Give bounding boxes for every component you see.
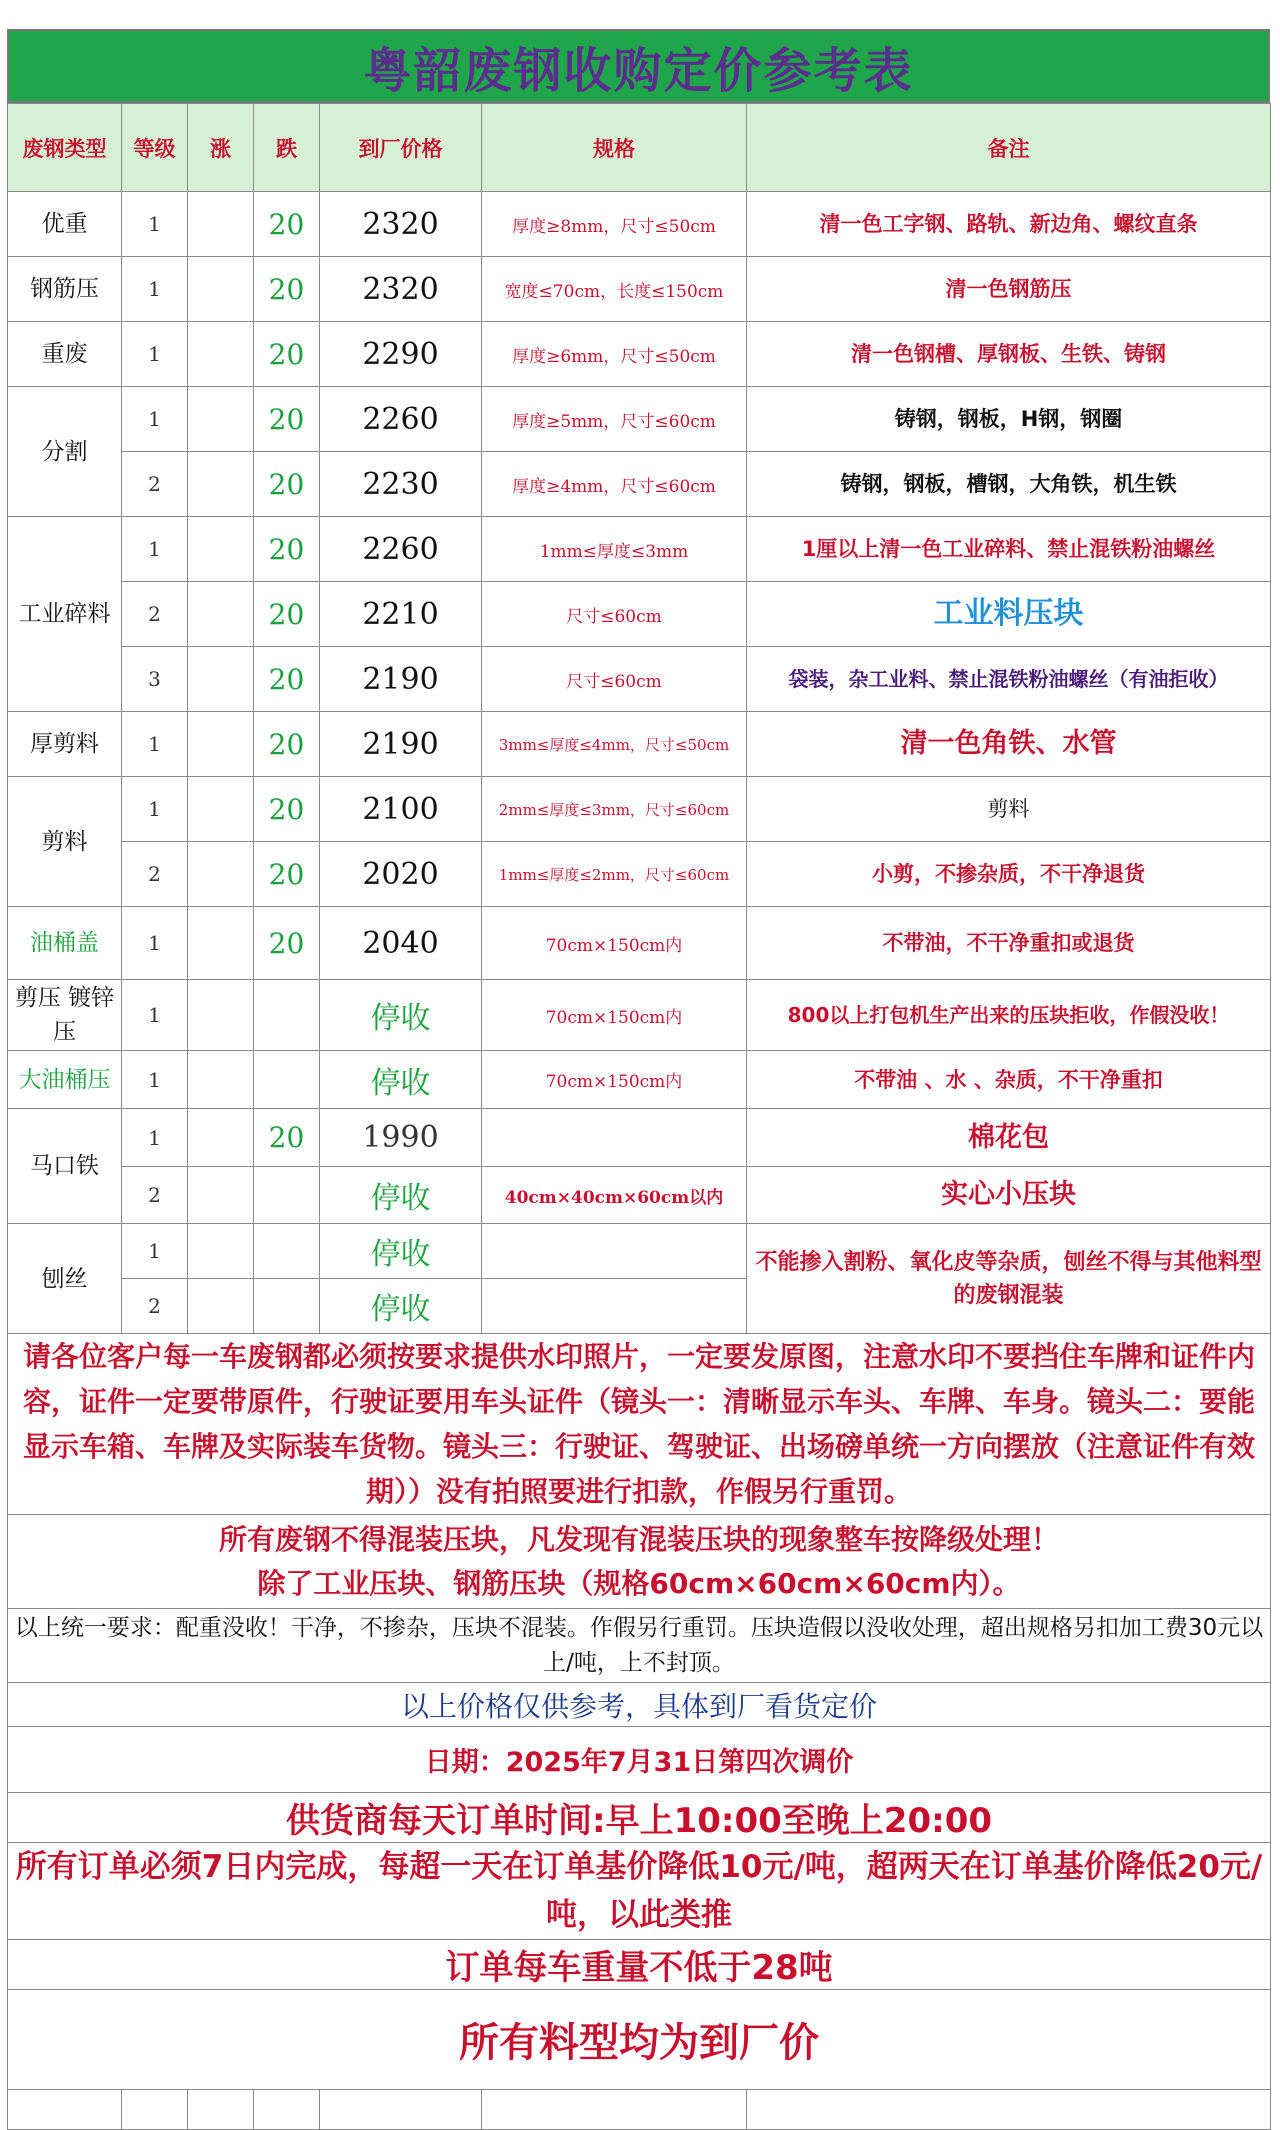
cell-rise bbox=[188, 387, 254, 452]
cell-rise bbox=[188, 842, 254, 907]
header-spec: 规格 bbox=[482, 104, 747, 192]
cell-grade: 1 bbox=[122, 1224, 188, 1279]
cell-drop: 20 bbox=[254, 192, 320, 257]
cell-note: 清一色角铁、水管 bbox=[747, 712, 1271, 777]
table-row bbox=[8, 712, 1271, 777]
cell-drop: 20 bbox=[254, 712, 320, 777]
cell-drop: 20 bbox=[254, 517, 320, 582]
cell-note: 袋装，杂工业料、禁止混铁粉油螺丝（有油拒收） bbox=[747, 647, 1271, 712]
cell-price: 停收 bbox=[320, 1279, 482, 1334]
cell-spec: 70cm×150cm内 bbox=[482, 980, 747, 1051]
cell-spec: 宽度≤70cm，长度≤150cm bbox=[482, 257, 747, 322]
blank-cell bbox=[254, 2090, 320, 2130]
table-row bbox=[8, 1224, 1271, 1279]
notice-row bbox=[8, 1334, 1271, 1515]
table-row bbox=[8, 582, 1271, 647]
table-row bbox=[8, 257, 1271, 322]
price-sheet bbox=[7, 29, 1270, 2130]
cell-spec: 40cm×40cm×60cm以内 bbox=[482, 1167, 747, 1224]
cell-grade: 2 bbox=[122, 1279, 188, 1334]
cell-note: 铸钢，钢板，H钢，钢圈 bbox=[747, 387, 1271, 452]
blank-row bbox=[8, 2090, 1271, 2130]
table-row bbox=[8, 1167, 1271, 1224]
cell-price: 2260 bbox=[320, 387, 482, 452]
cell-grade: 1 bbox=[122, 517, 188, 582]
cell-spec: 厚度≥5mm，尺寸≤60cm bbox=[482, 387, 747, 452]
header-price: 到厂价格 bbox=[320, 104, 482, 192]
cell-price: 2320 bbox=[320, 257, 482, 322]
cell-grade: 1 bbox=[122, 387, 188, 452]
header-grade: 等级 bbox=[122, 104, 188, 192]
cell-grade: 1 bbox=[122, 777, 188, 842]
cell-grade: 1 bbox=[122, 192, 188, 257]
cell-grade: 1 bbox=[122, 1051, 188, 1109]
cell-grade: 2 bbox=[122, 452, 188, 517]
cell-note: 剪料 bbox=[747, 777, 1271, 842]
table-row bbox=[8, 452, 1271, 517]
notice-row bbox=[8, 1609, 1271, 1683]
cell-rise bbox=[188, 1051, 254, 1109]
notice-row bbox=[8, 1793, 1271, 1843]
cell-type: 工业碎料 bbox=[8, 517, 122, 712]
notice-date: 日期：2025年7月31日第四次调价 bbox=[8, 1727, 1271, 1793]
notice-row bbox=[8, 1727, 1271, 1793]
notice-delivered-price: 所有料型均为到厂价 bbox=[8, 1990, 1271, 2090]
cell-drop: 20 bbox=[254, 1109, 320, 1167]
cell-grade: 1 bbox=[122, 907, 188, 980]
page-title: 粤韶废钢收购定价参考表 bbox=[7, 29, 1270, 103]
blank-cell bbox=[320, 2090, 482, 2130]
cell-price: 2020 bbox=[320, 842, 482, 907]
table-row bbox=[8, 647, 1271, 712]
notice-row bbox=[8, 1990, 1271, 2090]
header-note: 备注 bbox=[747, 104, 1271, 192]
notice-row bbox=[8, 1515, 1271, 1609]
cell-spec: 70cm×150cm内 bbox=[482, 1051, 747, 1109]
cell-price: 2040 bbox=[320, 907, 482, 980]
cell-rise bbox=[188, 1167, 254, 1224]
cell-type: 厚剪料 bbox=[8, 712, 122, 777]
notice-order-deadline: 所有订单必须7日内完成，每超一天在订单基价降低10元/吨，超两天在订单基价降低20元/吨，以此类推 bbox=[8, 1843, 1271, 1940]
cell-rise bbox=[188, 1279, 254, 1334]
header-row bbox=[8, 104, 1271, 192]
cell-grade: 3 bbox=[122, 647, 188, 712]
cell-rise bbox=[188, 1109, 254, 1167]
cell-grade: 2 bbox=[122, 582, 188, 647]
cell-type: 钢筋压 bbox=[8, 257, 122, 322]
table-row bbox=[8, 1051, 1271, 1109]
cell-drop: 20 bbox=[254, 257, 320, 322]
cell-note: 小剪，不掺杂质，不干净退货 bbox=[747, 842, 1271, 907]
cell-grade: 2 bbox=[122, 842, 188, 907]
cell-drop bbox=[254, 1051, 320, 1109]
notice-uniform-requirement: 以上统一要求：配重没收！干净，不掺杂，压块不混装。作假另行重罚。压块造假以没收处理，超出规格另扣加工费30元以上/吨，上不封顶。 bbox=[8, 1609, 1271, 1683]
cell-spec: 厚度≥6mm，尺寸≤50cm bbox=[482, 322, 747, 387]
cell-price: 2190 bbox=[320, 647, 482, 712]
cell-note: 实心小压块 bbox=[747, 1167, 1271, 1224]
cell-price: 1990 bbox=[320, 1109, 482, 1167]
cell-drop: 20 bbox=[254, 322, 320, 387]
cell-price: 2230 bbox=[320, 452, 482, 517]
cell-rise bbox=[188, 1224, 254, 1279]
cell-note: 棉花包 bbox=[747, 1109, 1271, 1167]
cell-spec: 厚度≥8mm，尺寸≤50cm bbox=[482, 192, 747, 257]
cell-spec: 70cm×150cm内 bbox=[482, 907, 747, 980]
cell-rise bbox=[188, 980, 254, 1051]
cell-note: 不带油 、水 、杂质，不干净重扣 bbox=[747, 1051, 1271, 1109]
cell-price: 停收 bbox=[320, 980, 482, 1051]
cell-rise bbox=[188, 192, 254, 257]
cell-drop bbox=[254, 1279, 320, 1334]
cell-price: 停收 bbox=[320, 1224, 482, 1279]
cell-price: 2100 bbox=[320, 777, 482, 842]
cell-type: 分割 bbox=[8, 387, 122, 517]
cell-price: 2190 bbox=[320, 712, 482, 777]
cell-rise bbox=[188, 517, 254, 582]
notice-mixed-blocks bbox=[8, 1515, 1271, 1609]
cell-drop: 20 bbox=[254, 842, 320, 907]
notice-mixed-line-1: 所有废钢不得混装压块，凡发现有混装压块的现象整车按降级处理！ bbox=[218, 1522, 1059, 1556]
cell-note: 800以上打包机生产出来的压块拒收，作假没收！ bbox=[747, 980, 1271, 1051]
cell-drop bbox=[254, 1167, 320, 1224]
notice-photo-requirement: 请各位客户每一车废钢都必须按要求提供水印照片，一定要发原图，注意水印不要挡住车牌和证件内容，证件一定要带原件，行驶证要用车头证件（镜头一：清晰显示车头、车牌、车身。镜头二：要能显示车箱、车牌及实际装车货物。镜头三：行驶证、驾驶证、出场磅单统一方向摆放（注意证件有效期））没有拍照要进行扣款，作假另行重罚。 bbox=[8, 1334, 1271, 1515]
notice-order-time: 供货商每天订单时间:早上10:00至晚上20:00 bbox=[8, 1793, 1271, 1843]
cell-grade: 1 bbox=[122, 1109, 188, 1167]
table-row bbox=[8, 980, 1271, 1051]
cell-drop: 20 bbox=[254, 582, 320, 647]
cell-drop: 20 bbox=[254, 907, 320, 980]
cell-note: 1厘以上清一色工业碎料、禁止混铁粉油螺丝 bbox=[747, 517, 1271, 582]
cell-spec bbox=[482, 1224, 747, 1279]
cell-grade: 1 bbox=[122, 980, 188, 1051]
header-drop: 跌 bbox=[254, 104, 320, 192]
cell-grade: 2 bbox=[122, 1167, 188, 1224]
cell-note: 清一色工字钢、路轨、新边角、螺纹直条 bbox=[747, 192, 1271, 257]
cell-rise bbox=[188, 907, 254, 980]
cell-spec: 尺寸≤60cm bbox=[482, 582, 747, 647]
header-rise: 涨 bbox=[188, 104, 254, 192]
cell-type: 剪料 bbox=[8, 777, 122, 907]
table-row bbox=[8, 387, 1271, 452]
cell-rise bbox=[188, 582, 254, 647]
cell-grade: 1 bbox=[122, 322, 188, 387]
blank-cell bbox=[482, 2090, 747, 2130]
cell-type: 刨丝 bbox=[8, 1224, 122, 1334]
cell-rise bbox=[188, 647, 254, 712]
cell-drop: 20 bbox=[254, 387, 320, 452]
cell-rise bbox=[188, 257, 254, 322]
notice-reference: 以上价格仅供参考，具体到厂看货定价 bbox=[8, 1683, 1271, 1727]
cell-grade: 1 bbox=[122, 257, 188, 322]
cell-note: 清一色钢槽、厚钢板、生铁、铸钢 bbox=[747, 322, 1271, 387]
blank-cell bbox=[747, 2090, 1271, 2130]
cell-drop bbox=[254, 980, 320, 1051]
cell-type: 重废 bbox=[8, 322, 122, 387]
blank-cell bbox=[122, 2090, 188, 2130]
cell-rise bbox=[188, 452, 254, 517]
cell-note: 铸钢，钢板，槽钢，大角铁，机生铁 bbox=[747, 452, 1271, 517]
cell-price: 2260 bbox=[320, 517, 482, 582]
cell-type: 油桶盖 bbox=[8, 907, 122, 980]
price-table bbox=[7, 103, 1271, 2130]
cell-rise bbox=[188, 322, 254, 387]
notice-row bbox=[8, 1940, 1271, 1990]
cell-price: 2290 bbox=[320, 322, 482, 387]
cell-spec: 3mm≤厚度≤4mm，尺寸≤50cm bbox=[482, 712, 747, 777]
cell-type: 剪压 镀锌压 bbox=[8, 980, 122, 1051]
cell-note: 工业料压块 bbox=[747, 582, 1271, 647]
header-type: 废钢类型 bbox=[8, 104, 122, 192]
cell-grade: 1 bbox=[122, 712, 188, 777]
blank-cell bbox=[188, 2090, 254, 2130]
cell-spec bbox=[482, 1279, 747, 1334]
cell-spec bbox=[482, 1109, 747, 1167]
table-row bbox=[8, 842, 1271, 907]
cell-spec: 尺寸≤60cm bbox=[482, 647, 747, 712]
cell-price: 2210 bbox=[320, 582, 482, 647]
cell-note: 不带油，不干净重扣或退货 bbox=[747, 907, 1271, 980]
table-row bbox=[8, 907, 1271, 980]
cell-price: 2320 bbox=[320, 192, 482, 257]
table-row bbox=[8, 1109, 1271, 1167]
cell-price: 停收 bbox=[320, 1051, 482, 1109]
notice-mixed-line-2: 除了工业压块、钢筋压块（规格60cm×60cm×60cm内）。 bbox=[257, 1566, 1021, 1600]
notice-row bbox=[8, 1843, 1271, 1940]
cell-rise bbox=[188, 777, 254, 842]
notice-row bbox=[8, 1683, 1271, 1727]
cell-drop: 20 bbox=[254, 777, 320, 842]
cell-spec: 1mm≤厚度≤3mm bbox=[482, 517, 747, 582]
cell-note: 不能掺入割粉、氧化皮等杂质，刨丝不得与其他料型的废钢混装 bbox=[747, 1224, 1271, 1334]
cell-spec: 1mm≤厚度≤2mm，尺寸≤60cm bbox=[482, 842, 747, 907]
cell-spec: 厚度≥4mm，尺寸≤60cm bbox=[482, 452, 747, 517]
blank-cell bbox=[8, 2090, 122, 2130]
cell-drop: 20 bbox=[254, 647, 320, 712]
table-row bbox=[8, 192, 1271, 257]
table-row bbox=[8, 322, 1271, 387]
table-row bbox=[8, 517, 1271, 582]
cell-drop bbox=[254, 1224, 320, 1279]
cell-price: 停收 bbox=[320, 1167, 482, 1224]
cell-type: 优重 bbox=[8, 192, 122, 257]
table-row bbox=[8, 777, 1271, 842]
cell-spec: 2mm≤厚度≤3mm，尺寸≤60cm bbox=[482, 777, 747, 842]
cell-drop: 20 bbox=[254, 452, 320, 517]
cell-rise bbox=[188, 712, 254, 777]
cell-type: 马口铁 bbox=[8, 1109, 122, 1224]
notice-weight: 订单每车重量不低于28吨 bbox=[8, 1940, 1271, 1990]
cell-type: 大油桶压 bbox=[8, 1051, 122, 1109]
cell-note: 清一色钢筋压 bbox=[747, 257, 1271, 322]
